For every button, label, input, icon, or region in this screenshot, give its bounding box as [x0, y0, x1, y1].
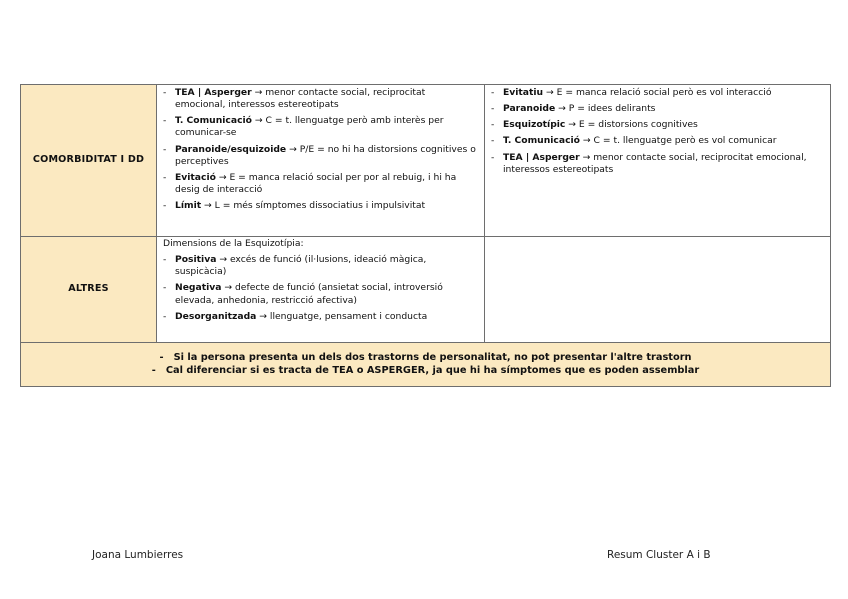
footer-title: Resum Cluster A i B: [607, 549, 711, 561]
note-line: - Cal diferenciar si es tracta de TEA o ASPERGER, ja que hi ha símptomes que es poden assemblar: [151, 365, 700, 377]
list-item: - Negativa → defecte de funció (ansietat social, introversió elevada, anhedonia, restricció afectiva): [163, 282, 478, 306]
list-item: - TEA | Asperger → menor contacte social, reciprocitat emocional, interessos estereotipats: [163, 87, 478, 111]
altres-col2: [485, 237, 831, 343]
list-item: - Evitatiu → E = manca relació social però es vol interacció: [491, 87, 824, 99]
list-item: - Evitació → E = manca relació social per por al rebuig, i hi ha desig de interacció: [163, 172, 478, 196]
row-label-comorbiditat: COMORBIDITAT I DD: [21, 85, 157, 237]
comorbiditat-col2: [485, 85, 831, 237]
list-item: - Esquizotípic → E = distorsions cognitives: [491, 119, 824, 131]
table-row-altres: [21, 237, 831, 343]
footer-author: Joana Lumbierres: [92, 549, 184, 561]
list-item: - Paranoide/esquizoide → P/E = no hi ha distorsions cognitives o perceptives: [163, 144, 478, 168]
summary-table: [20, 84, 831, 387]
list-item: - Límit → L = més símptomes dissociatius i impulsivitat: [163, 200, 478, 212]
altres-col1: [157, 237, 485, 343]
list-item: - Paranoide → P = idees delirants: [491, 103, 824, 115]
notes-cell: [21, 343, 831, 387]
comorbiditat-col1: [157, 85, 485, 237]
list-item: - T. Comunicació → C = t. llenguatge però amb interès per comunicar-se: [163, 115, 478, 139]
list-item: - T. Comunicació → C = t. llenguatge però es vol comunicar: [491, 135, 824, 147]
dimensions-intro: Dimensions de la Esquizotípia:: [163, 238, 304, 249]
list-item: - TEA | Asperger → menor contacte social, reciprocitat emocional, interessos estereotipats: [491, 152, 824, 176]
list-item: - Desorganitzada → llenguatge, pensament i conducta: [163, 311, 478, 323]
list-item: - Positiva → excés de funció (il·lusions, ideació màgica, suspicàcia): [163, 254, 478, 278]
table-row-comorbiditat: [21, 85, 831, 237]
note-line: - Si la persona presenta un dels dos trastorns de personalitat, no pot presentar l'altre trastorn: [159, 352, 692, 363]
table-row-notes: [21, 343, 831, 387]
row-label-altres: ALTRES: [21, 237, 157, 343]
